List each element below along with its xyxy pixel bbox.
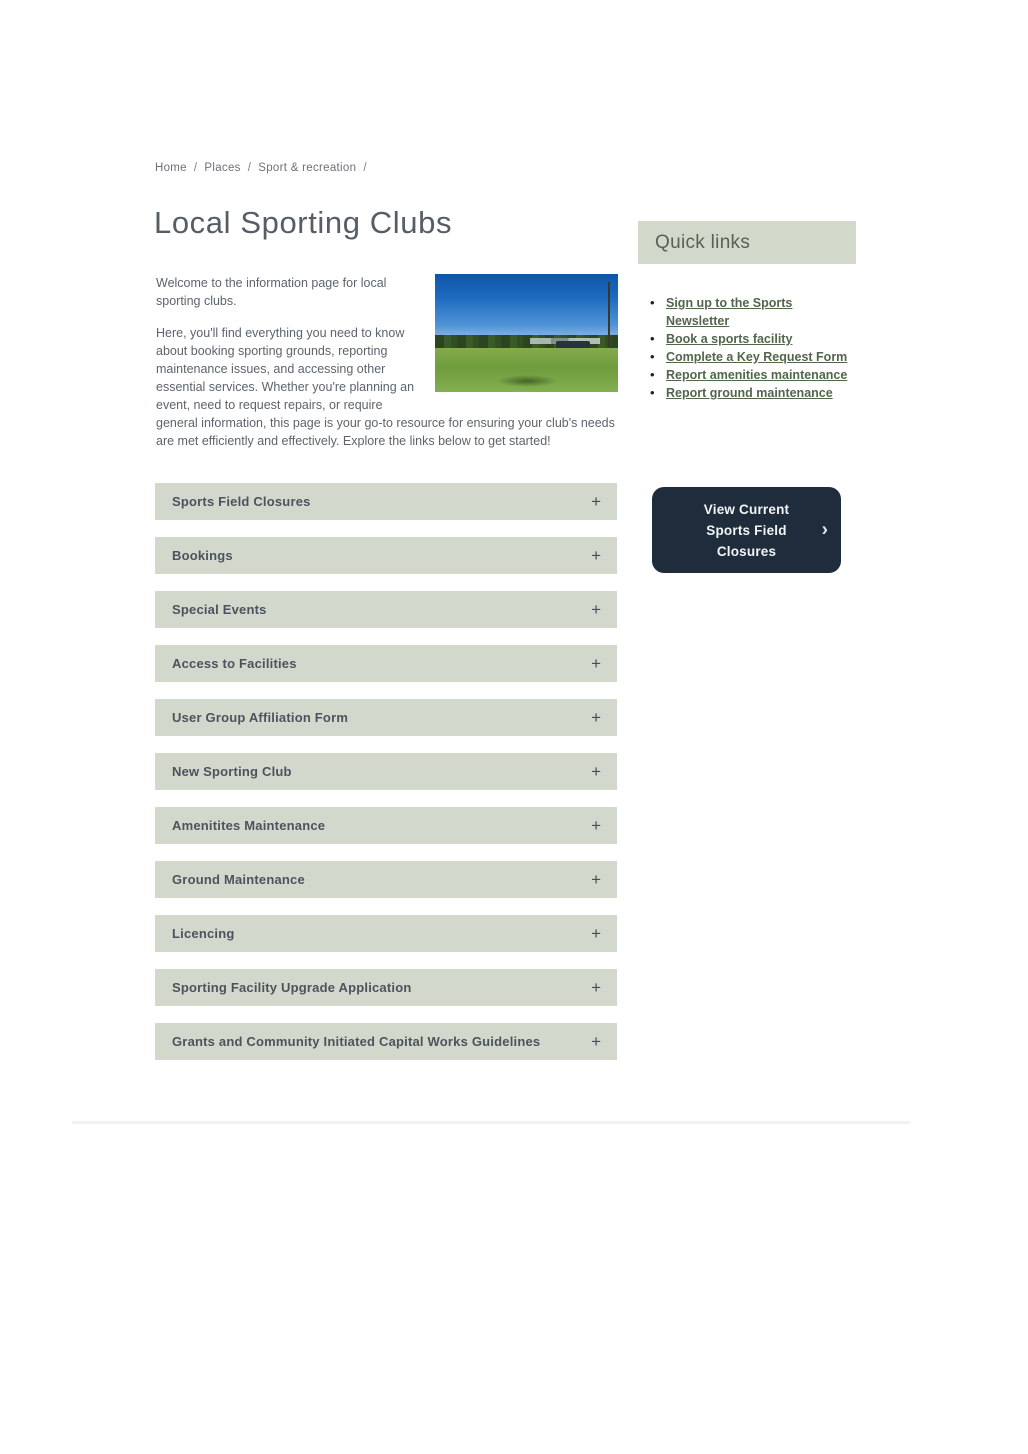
accordion-item-label: Access to Facilities bbox=[172, 656, 297, 671]
quick-link-item bbox=[650, 294, 856, 330]
intro-paragraph-2: Here, you'll find everything you need to know about booking sporting grounds, reporting maintenance issues, and accessing other essential services. Whether you're planning an event, need to request repairs, or require general information, this page is your go-to resource for ensuring your club's needs are met efficiently and effectively. Explore the links below to get started! bbox=[156, 326, 615, 448]
breadcrumb-link[interactable]: Home bbox=[155, 162, 187, 174]
plus-icon[interactable]: + bbox=[591, 600, 601, 619]
plus-icon[interactable]: + bbox=[591, 654, 601, 673]
accordion-item[interactable] bbox=[155, 969, 617, 1006]
accordion-item[interactable] bbox=[155, 483, 617, 520]
intro-paragraph-1: Welcome to the information page for local sporting clubs. bbox=[156, 276, 387, 308]
photo-pole bbox=[608, 282, 610, 347]
accordion-item[interactable] bbox=[155, 861, 617, 898]
cta-label: View Current Sports Field Closures bbox=[703, 501, 790, 559]
chevron-right-icon: › bbox=[821, 519, 828, 541]
quick-link-item bbox=[650, 348, 856, 366]
quick-link[interactable]: Report amenities maintenance bbox=[666, 368, 848, 382]
accordion-list bbox=[155, 483, 617, 1077]
quick-link[interactable]: Complete a Key Request Form bbox=[666, 350, 848, 364]
plus-icon[interactable]: + bbox=[591, 870, 601, 889]
accordion-item-label: Grants and Community Initiated Capital Works Guidelines bbox=[172, 1034, 541, 1049]
sports-field-photo bbox=[435, 274, 618, 392]
accordion-item[interactable] bbox=[155, 645, 617, 682]
photo-sky bbox=[435, 274, 618, 342]
breadcrumb bbox=[155, 162, 374, 174]
accordion-item-label: New Sporting Club bbox=[172, 764, 292, 779]
accordion-item-label: Sports Field Closures bbox=[172, 494, 311, 509]
quick-link[interactable]: Report ground maintenance bbox=[666, 386, 833, 400]
photo-shadow bbox=[497, 375, 557, 387]
breadcrumb-separator: / bbox=[193, 162, 198, 174]
accordion-item[interactable] bbox=[155, 591, 617, 628]
plus-icon[interactable]: + bbox=[591, 492, 601, 511]
accordion-item[interactable] bbox=[155, 753, 617, 790]
footer-divider bbox=[72, 1121, 910, 1124]
accordion-item[interactable] bbox=[155, 1023, 617, 1060]
accordion-item[interactable] bbox=[155, 699, 617, 736]
accordion-item-label: Sporting Facility Upgrade Application bbox=[172, 980, 412, 995]
plus-icon[interactable]: + bbox=[591, 546, 601, 565]
accordion-item-label: Ground Maintenance bbox=[172, 872, 305, 887]
accordion-item[interactable] bbox=[155, 537, 617, 574]
quick-link-item bbox=[650, 366, 856, 384]
accordion-item[interactable] bbox=[155, 915, 617, 952]
plus-icon[interactable]: + bbox=[591, 816, 601, 835]
plus-icon[interactable]: + bbox=[591, 978, 601, 997]
accordion-item-label: Licencing bbox=[172, 926, 235, 941]
breadcrumb-link[interactable]: Places bbox=[204, 162, 241, 174]
plus-icon[interactable]: + bbox=[591, 762, 601, 781]
accordion-item-label: User Group Affiliation Form bbox=[172, 710, 349, 725]
plus-icon[interactable]: + bbox=[591, 924, 601, 943]
accordion-item-label: Special Events bbox=[172, 602, 267, 617]
quick-links-title: Quick links bbox=[655, 231, 751, 253]
accordion-item-label: Amenitites Maintenance bbox=[172, 818, 326, 833]
intro-section bbox=[156, 274, 618, 464]
quick-link-item bbox=[650, 330, 856, 348]
plus-icon[interactable]: + bbox=[591, 1032, 601, 1051]
view-sports-field-closures-button[interactable] bbox=[652, 487, 841, 573]
accordion-item-label: Bookings bbox=[172, 548, 233, 563]
breadcrumb-separator: / bbox=[247, 162, 252, 174]
quick-link[interactable]: Book a sports facility bbox=[666, 332, 793, 346]
quick-link-item bbox=[650, 384, 856, 402]
quick-link[interactable]: Sign up to the Sports Newsletter bbox=[666, 296, 793, 328]
plus-icon[interactable]: + bbox=[591, 708, 601, 727]
accordion-item[interactable] bbox=[155, 807, 617, 844]
breadcrumb-separator: / bbox=[363, 162, 367, 174]
quick-links-list bbox=[650, 294, 856, 402]
breadcrumb-link[interactable]: Sport & recreation bbox=[258, 162, 357, 174]
page-title: Local Sporting Clubs bbox=[154, 205, 453, 240]
quick-links-header bbox=[638, 221, 856, 264]
